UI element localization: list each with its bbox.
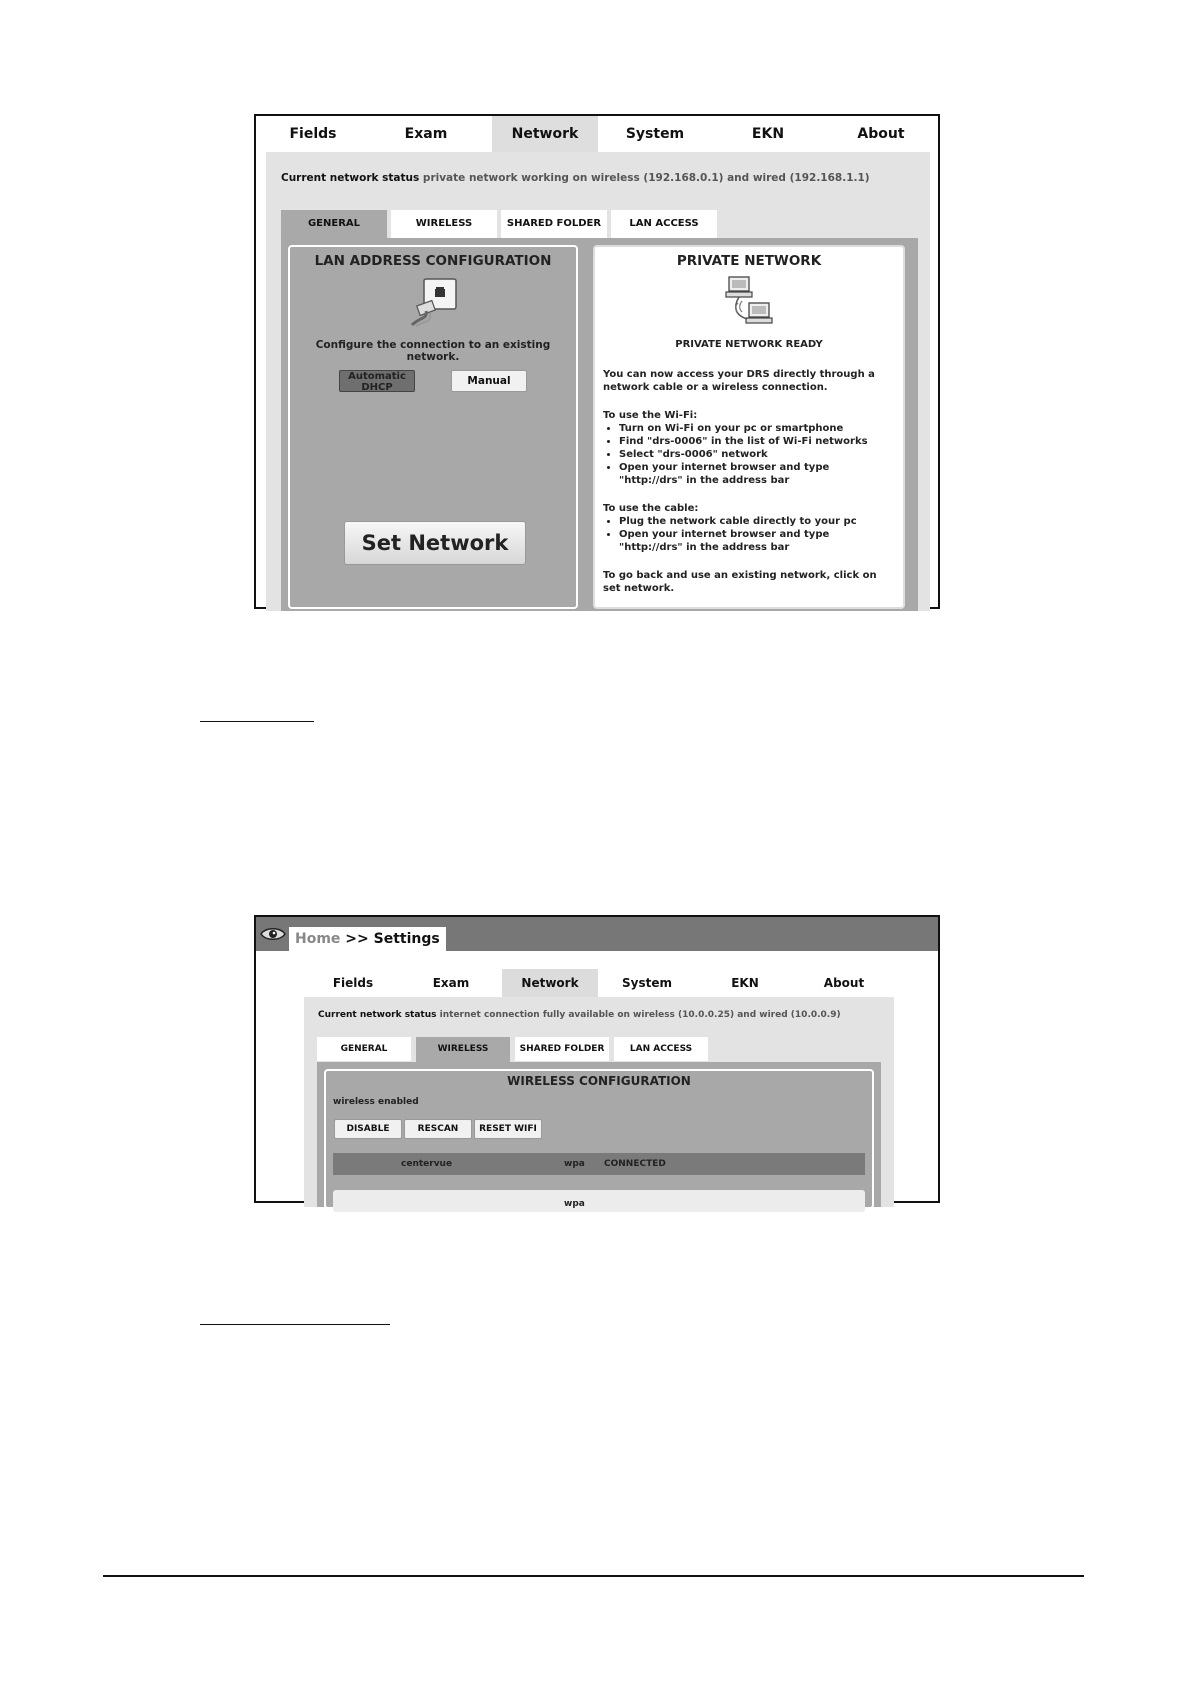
- eye-logo-icon: [260, 926, 286, 942]
- network-content: [266, 152, 930, 611]
- reset-wifi-button[interactable]: RESET WIFI: [474, 1119, 542, 1139]
- instructions-outro: To go back and use an existing network, click on set network.: [603, 570, 877, 594]
- network-ssid: centervue: [401, 1159, 453, 1169]
- disable-button[interactable]: DISABLE: [334, 1119, 402, 1139]
- network-security: wpa: [564, 1199, 585, 1209]
- network-row-connected[interactable]: [333, 1153, 865, 1175]
- tab-fields[interactable]: Fields: [332, 976, 374, 990]
- tab-ekn[interactable]: EKN: [731, 976, 759, 990]
- rescan-button[interactable]: RESCAN: [404, 1119, 472, 1139]
- section-heading-underline: [200, 1324, 390, 1325]
- lan-box-title: LAN ADDRESS CONFIGURATION: [314, 253, 552, 269]
- subtab-general[interactable]: GENERAL: [317, 1037, 411, 1061]
- cable-steps: [603, 515, 893, 554]
- app-header: [256, 917, 938, 951]
- tab-system[interactable]: System: [625, 126, 685, 142]
- automatic-dhcp-button[interactable]: Automatic DHCP: [339, 370, 415, 392]
- wifi-steps: [603, 422, 893, 487]
- subtab-lan-access[interactable]: LAN ACCESS: [614, 1037, 708, 1061]
- main-nav: [304, 969, 894, 997]
- lan-description: Configure the connection to an existing network.: [315, 339, 551, 363]
- list-item: • Plug the network cable directly to your pc: [619, 515, 893, 528]
- private-network-title: PRIVATE NETWORK: [676, 253, 822, 269]
- wireless-panel: [317, 1062, 881, 1207]
- wireless-state: wireless enabled: [333, 1097, 419, 1107]
- breadcrumb-current: >> Settings: [345, 931, 440, 947]
- wifi-heading: To use the Wi-Fi:: [603, 410, 698, 421]
- network-row[interactable]: [333, 1190, 865, 1212]
- wireless-config-box: [324, 1069, 874, 1209]
- tab-about[interactable]: About: [823, 976, 865, 990]
- subtab-lan-access[interactable]: LAN ACCESS: [611, 210, 717, 238]
- network-plug-icon: [408, 277, 464, 327]
- network-security: wpa: [564, 1159, 585, 1169]
- page-footer-rule: [103, 1575, 1084, 1577]
- list-item: • Open your internet browser and type "http://drs" in the address bar: [619, 461, 893, 487]
- general-panel: [281, 238, 918, 611]
- network-status: CONNECTED: [604, 1159, 666, 1169]
- subtab-general[interactable]: GENERAL: [281, 210, 387, 238]
- list-item: • Select "drs-0006" network: [619, 448, 893, 461]
- network-general-screenshot: [254, 114, 940, 609]
- tab-about[interactable]: About: [857, 126, 905, 142]
- private-network-box: [593, 245, 905, 609]
- network-content: [304, 997, 894, 1207]
- subtab-shared-folder[interactable]: SHARED FOLDER: [515, 1037, 609, 1061]
- subtab-shared-folder[interactable]: SHARED FOLDER: [501, 210, 607, 238]
- breadcrumb-home[interactable]: Home: [295, 931, 341, 947]
- connected-computers-icon: [725, 275, 773, 325]
- list-item: • Find "drs-0006" in the list of Wi-Fi networks: [619, 435, 893, 448]
- tab-exam[interactable]: Exam: [432, 976, 470, 990]
- status-label: Current network status: [318, 1010, 437, 1020]
- network-status: [281, 172, 870, 184]
- cable-heading: To use the cable:: [603, 503, 699, 514]
- private-network-ready: PRIVATE NETWORK READY: [675, 339, 823, 350]
- tab-network[interactable]: Network: [502, 969, 598, 997]
- breadcrumb: [289, 927, 446, 951]
- lan-address-config-box: [288, 245, 578, 609]
- section-heading-underline: [200, 721, 314, 722]
- tab-ekn[interactable]: EKN: [751, 126, 785, 142]
- status-text: internet connection fully available on wireless (10.0.0.25) and wired (10.0.0.9): [439, 1010, 841, 1020]
- list-item: • Turn on Wi-Fi on your pc or smartphone: [619, 422, 893, 435]
- network-status: [318, 1010, 841, 1020]
- tab-network[interactable]: Network: [492, 116, 598, 152]
- main-nav: [256, 116, 938, 152]
- wireless-config-title: WIRELESS CONFIGURATION: [507, 1074, 691, 1088]
- list-item: • Open your internet browser and type "http://drs" in the address bar: [619, 528, 893, 554]
- set-network-button[interactable]: Set Network: [344, 521, 526, 565]
- status-label: Current network status: [281, 172, 420, 184]
- status-text: private network working on wireless (192.168.0.1) and wired (192.168.1.1): [422, 172, 870, 184]
- tab-system[interactable]: System: [622, 976, 672, 990]
- private-network-instructions: [603, 368, 893, 610]
- tab-fields[interactable]: Fields: [289, 126, 337, 142]
- tab-exam[interactable]: Exam: [404, 126, 448, 142]
- network-wireless-screenshot: [254, 915, 940, 1209]
- instructions-intro: You can now access your DRS directly through a network cable or a wireless connection.: [603, 369, 875, 393]
- manual-button[interactable]: Manual: [451, 370, 527, 392]
- subtab-wireless[interactable]: WIRELESS: [391, 210, 497, 238]
- subtab-wireless[interactable]: WIRELESS: [416, 1037, 510, 1062]
